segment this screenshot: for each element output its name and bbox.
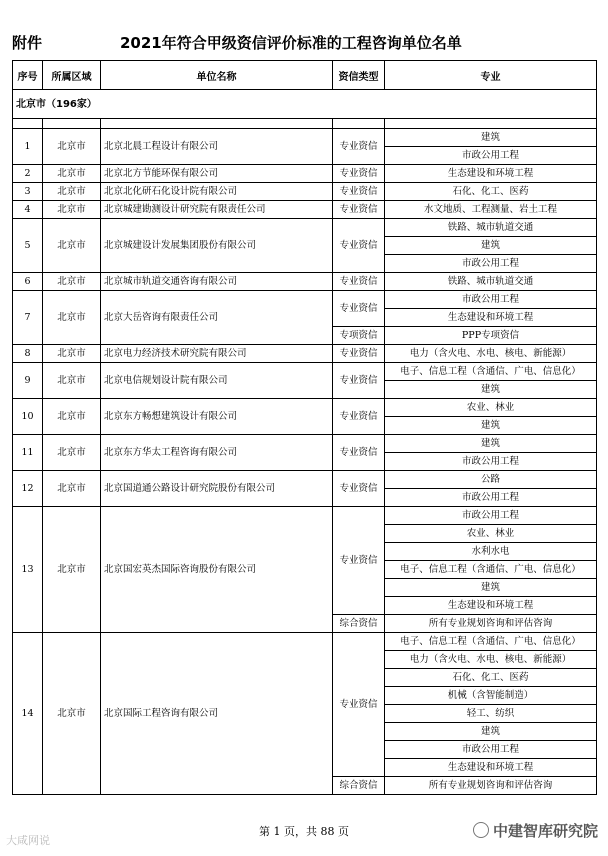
table-row (13, 399, 597, 417)
cell-specialty: 市政公用工程 (385, 453, 597, 471)
cell-region: 北京市 (43, 201, 101, 219)
cell-qualification-type: 专项资信 (333, 327, 385, 345)
cell-unit-name: 北京大岳咨询有限责任公司 (101, 291, 333, 345)
cell-specialty: 农业、林业 (385, 399, 597, 417)
cell-no: 10 (13, 399, 43, 435)
cell-qualification-type: 专业资信 (333, 345, 385, 363)
cell-specialty: 市政公用工程 (385, 507, 597, 525)
cell-unit-name: 北京东方华太工程咨询有限公司 (101, 435, 333, 471)
column-header-region: 所属区域 (43, 61, 101, 90)
page-footer: 第 1 页，共 88 页 (259, 825, 349, 838)
column-header-qualification-type: 资信类型 (333, 61, 385, 90)
cell-specialty: 市政公用工程 (385, 291, 597, 309)
cell-region: 北京市 (43, 165, 101, 183)
cell-specialty: 石化、化工、医药 (385, 183, 597, 201)
table-row (13, 471, 597, 489)
cell-unit-name: 北京北化研石化设计院有限公司 (101, 183, 333, 201)
cell-no: 8 (13, 345, 43, 363)
cell-specialty: 生态建设和环境工程 (385, 165, 597, 183)
cell-unit-name: 北京城建勘测设计研究院有限责任公司 (101, 201, 333, 219)
table-row (13, 507, 597, 525)
cell-specialty: 电力（含火电、水电、核电、新能源） (385, 345, 597, 363)
cell-no: 6 (13, 273, 43, 291)
watermark-right-text: 中建智库研究院 (492, 822, 598, 840)
document-title: 2021年符合甲级资信评价标准的工程咨询单位名单 (120, 34, 462, 52)
cell-specialty: 石化、化工、医药 (385, 669, 597, 687)
cell-specialty: 机械（含智能制造） (385, 687, 597, 705)
cell-unit-name: 北京电力经济技术研究院有限公司 (101, 345, 333, 363)
cell-specialty: 建筑 (385, 237, 597, 255)
table-row (13, 363, 597, 381)
cell-unit-name: 北京国宏英杰国际咨询股份有限公司 (101, 507, 333, 633)
region-header: 北京市（196家） (13, 90, 597, 119)
cell-region: 北京市 (43, 471, 101, 507)
table-row (13, 219, 597, 237)
cell-specialty: 公路 (385, 471, 597, 489)
cell-qualification-type: 专业资信 (333, 129, 385, 165)
cell-no: 1 (13, 129, 43, 165)
table-row (13, 129, 597, 147)
cell-region: 北京市 (43, 291, 101, 345)
cell-specialty: 所有专业规划咨询和评估咨询 (385, 777, 597, 795)
cell-qualification-type: 专业资信 (333, 363, 385, 399)
cell-specialty: 生态建设和环境工程 (385, 597, 597, 615)
cell-unit-name: 北京城建设计发展集团股份有限公司 (101, 219, 333, 273)
cell-unit-name: 北京北方节能环保有限公司 (101, 165, 333, 183)
cell-specialty: 市政公用工程 (385, 489, 597, 507)
cell-specialty: 市政公用工程 (385, 147, 597, 165)
cell-no: 7 (13, 291, 43, 345)
spacer-row (13, 119, 597, 129)
cell-region: 北京市 (43, 345, 101, 363)
region-section-row (13, 90, 597, 119)
cell-region: 北京市 (43, 633, 101, 795)
cell-no: 9 (13, 363, 43, 399)
cell-specialty: 农业、林业 (385, 525, 597, 543)
cell-specialty: 电子、信息工程（含通信、广电、信息化） (385, 363, 597, 381)
cell-no: 3 (13, 183, 43, 201)
cell-qualification-type: 专业资信 (333, 507, 385, 615)
cell-qualification-type: 专业资信 (333, 165, 385, 183)
cell-region: 北京市 (43, 507, 101, 633)
cell-qualification-type: 综合资信 (333, 777, 385, 795)
cell-specialty: 生态建设和环境工程 (385, 759, 597, 777)
column-header-no: 序号 (13, 61, 43, 90)
cell-specialty: 铁路、城市轨道交通 (385, 273, 597, 291)
cell-specialty: 建筑 (385, 435, 597, 453)
table-row (13, 633, 597, 651)
cell-no: 12 (13, 471, 43, 507)
cell-region: 北京市 (43, 219, 101, 273)
cell-unit-name: 北京城市轨道交通咨询有限公司 (101, 273, 333, 291)
cell-unit-name: 北京国际工程咨询有限公司 (101, 633, 333, 795)
cell-no: 5 (13, 219, 43, 273)
cell-specialty: 市政公用工程 (385, 741, 597, 759)
cell-unit-name: 北京国道通公路设计研究院股份有限公司 (101, 471, 333, 507)
cell-specialty: 建筑 (385, 381, 597, 399)
cell-qualification-type: 专业资信 (333, 471, 385, 507)
cell-specialty: 轻工、纺织 (385, 705, 597, 723)
table-row (13, 291, 597, 309)
cell-specialty: 建筑 (385, 579, 597, 597)
cell-no: 2 (13, 165, 43, 183)
cell-specialty: 建筑 (385, 417, 597, 435)
cell-qualification-type: 专业资信 (333, 291, 385, 327)
watermark-left: 大咸网说 (6, 834, 50, 847)
cell-no: 4 (13, 201, 43, 219)
cell-region: 北京市 (43, 363, 101, 399)
cell-unit-name: 北京东方畅想建筑设计有限公司 (101, 399, 333, 435)
cell-specialty: 铁路、城市轨道交通 (385, 219, 597, 237)
table-header-row (13, 61, 597, 90)
column-header-specialty: 专业 (385, 61, 597, 90)
cell-no: 11 (13, 435, 43, 471)
table-row (13, 165, 597, 183)
cell-specialty: 所有专业规划咨询和评估咨询 (385, 615, 597, 633)
cell-region: 北京市 (43, 399, 101, 435)
cell-qualification-type: 专业资信 (333, 399, 385, 435)
cell-unit-name: 北京电信规划设计院有限公司 (101, 363, 333, 399)
cell-specialty: 水文地质、工程测量、岩土工程 (385, 201, 597, 219)
cell-region: 北京市 (43, 273, 101, 291)
table-row (13, 435, 597, 453)
cell-specialty: 市政公用工程 (385, 255, 597, 273)
cell-specialty: 建筑 (385, 723, 597, 741)
cell-specialty: PPP专项资信 (385, 327, 597, 345)
cell-specialty: 电力（含火电、水电、核电、新能源） (385, 651, 597, 669)
table-row (13, 201, 597, 219)
cell-qualification-type: 专业资信 (333, 201, 385, 219)
cell-qualification-type: 专业资信 (333, 183, 385, 201)
cell-specialty: 建筑 (385, 129, 597, 147)
cell-qualification-type: 专业资信 (333, 633, 385, 777)
cell-specialty: 生态建设和环境工程 (385, 309, 597, 327)
cell-no: 14 (13, 633, 43, 795)
cell-region: 北京市 (43, 183, 101, 201)
wechat-icon (473, 822, 489, 838)
watermark-right (473, 820, 598, 841)
cell-specialty: 水利水电 (385, 543, 597, 561)
table-row (13, 273, 597, 291)
column-header-unit-name: 单位名称 (101, 61, 333, 90)
cell-region: 北京市 (43, 435, 101, 471)
attachment-label: 附件 (12, 34, 43, 52)
cell-qualification-type: 专业资信 (333, 435, 385, 471)
cell-qualification-type: 专业资信 (333, 273, 385, 291)
cell-qualification-type: 综合资信 (333, 615, 385, 633)
cell-specialty: 电子、信息工程（含通信、广电、信息化） (385, 633, 597, 651)
cell-no: 13 (13, 507, 43, 633)
table-row (13, 183, 597, 201)
cell-region: 北京市 (43, 129, 101, 165)
cell-specialty: 电子、信息工程（含通信、广电、信息化） (385, 561, 597, 579)
table-row (13, 345, 597, 363)
cell-qualification-type: 专业资信 (333, 219, 385, 273)
unit-list-table (12, 60, 597, 795)
cell-unit-name: 北京北晨工程设计有限公司 (101, 129, 333, 165)
